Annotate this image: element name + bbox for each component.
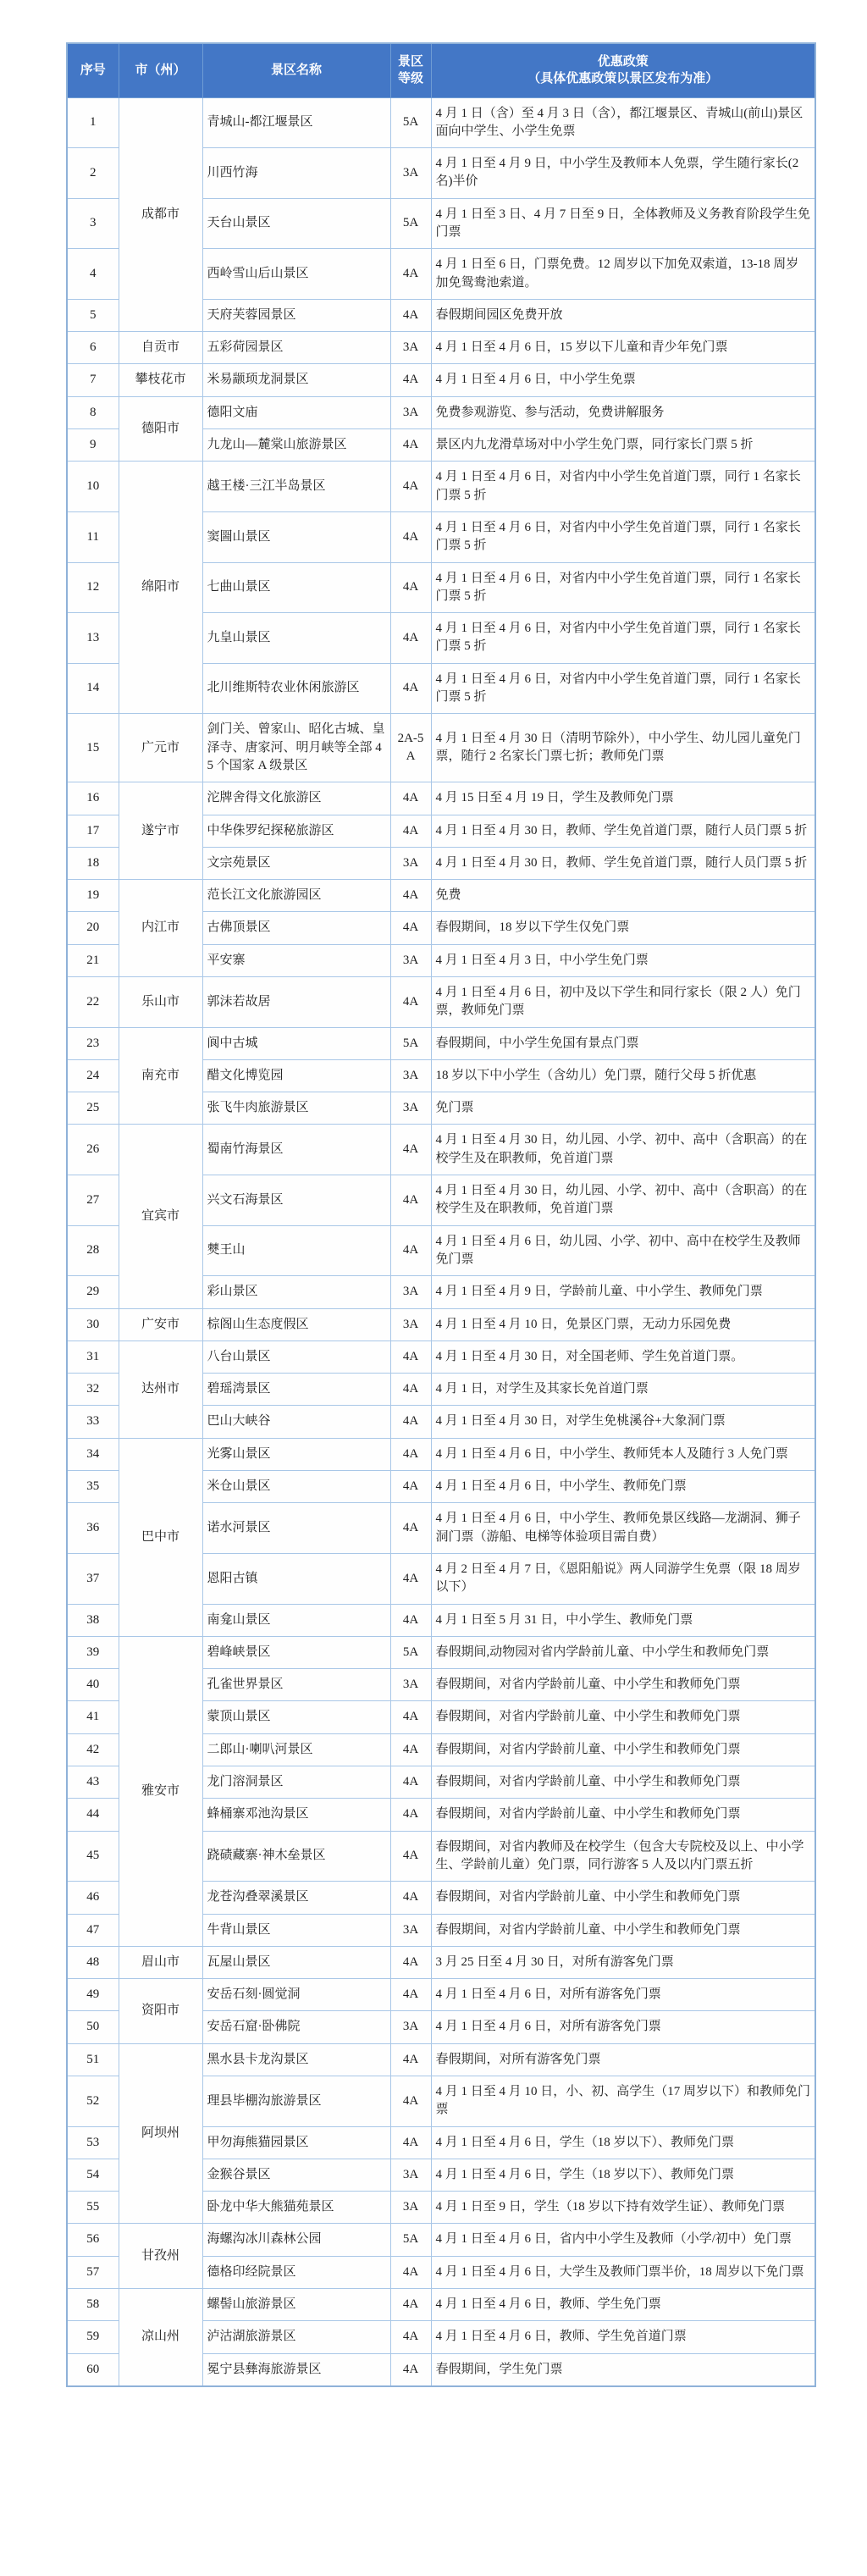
grade-cell: 3A <box>390 2011 431 2043</box>
city-cell: 南充市 <box>119 1027 202 1125</box>
serial-cell: 37 <box>67 1553 119 1604</box>
city-cell: 遂宁市 <box>119 782 202 880</box>
policy-cell: 4 月 1 日至 4 月 6 日，学生（18 岁以下）、教师免门票 <box>431 2126 815 2159</box>
policy-cell: 春假期间，对省内学龄前儿童、中小学生和教师免门票 <box>431 1766 815 1799</box>
table-row <box>67 1027 815 1059</box>
grade-cell: 4A <box>390 299 431 331</box>
policy-cell: 4 月 1 日至 4 月 10 日，小、初、高学生（17 周岁以下）和教师免门票 <box>431 2076 815 2126</box>
city-cell: 广安市 <box>119 1308 202 1341</box>
grade-cell: 3A <box>390 1914 431 1946</box>
policy-cell: 4 月 1 日至 6 日，门票免费。12 周岁以下加免双索道，13-18 周岁加免鸳鸯池索道。 <box>431 249 815 300</box>
table-row <box>67 1341 815 1373</box>
grade-cell: 4A <box>390 429 431 462</box>
name-cell: 青城山-都江堰景区 <box>202 97 390 148</box>
serial-cell: 14 <box>67 663 119 714</box>
city-cell: 眉山市 <box>119 1946 202 1978</box>
serial-cell: 52 <box>67 2076 119 2126</box>
serial-cell: 2 <box>67 148 119 199</box>
serial-cell: 27 <box>67 1175 119 1226</box>
name-cell: 南龛山景区 <box>202 1604 390 1636</box>
serial-cell: 20 <box>67 912 119 944</box>
serial-cell: 12 <box>67 562 119 613</box>
policy-cell: 景区内九龙滑草场对中小学生免门票，同行家长门票 5 折 <box>431 429 815 462</box>
serial-cell: 55 <box>67 2192 119 2224</box>
grade-cell: 4A <box>390 1341 431 1373</box>
grade-cell: 4A <box>390 912 431 944</box>
policy-cell: 4 月 1 日至 4 月 6 日，教师、学生免首道门票 <box>431 2321 815 2353</box>
serial-cell: 32 <box>67 1374 119 1406</box>
serial-cell: 34 <box>67 1438 119 1470</box>
grade-cell: 3A <box>390 396 431 428</box>
table-row <box>67 97 815 148</box>
policy-cell: 春假期间，中小学生免国有景点门票 <box>431 1027 815 1059</box>
serial-cell: 48 <box>67 1946 119 1978</box>
serial-cell: 36 <box>67 1503 119 1554</box>
name-cell: 德阳文庙 <box>202 396 390 428</box>
policy-cell: 4 月 1 日至 4 月 6 日，幼儿园、小学、初中、高中在校学生及教师免门票 <box>431 1225 815 1276</box>
policy-cell: 4 月 1 日至 4 月 6 日，初中及以下学生和同行家长（限 2 人）免门票，教师免门票 <box>431 977 815 1028</box>
policy-cell: 4 月 1 日至 4 月 10 日，免景区门票，无动力乐园免费 <box>431 1308 815 1341</box>
grade-cell: 3A <box>390 944 431 976</box>
grade-cell: 4A <box>390 462 431 512</box>
name-cell: 古佛顶景区 <box>202 912 390 944</box>
policy-cell: 春假期间，对省内学龄前儿童、中小学生和教师免门票 <box>431 1799 815 1831</box>
serial-cell: 60 <box>67 2353 119 2386</box>
serial-cell: 11 <box>67 511 119 562</box>
grade-cell: 5A <box>390 2224 431 2256</box>
policy-cell: 春假期间，对所有游客免门票 <box>431 2043 815 2076</box>
policy-cell: 4 月 1 日至 3 日、4 月 7 日至 9 日，全体教师及义务教育阶段学生免门票 <box>431 198 815 249</box>
serial-cell: 41 <box>67 1701 119 1733</box>
grade-cell: 4A <box>390 1766 431 1799</box>
policy-cell: 3 月 25 日至 4 月 30 日，对所有游客免门票 <box>431 1946 815 1978</box>
grade-cell: 4A <box>390 562 431 613</box>
policy-cell: 18 岁以下中小学生（含幼儿）免门票，随行父母 5 折优惠 <box>431 1059 815 1092</box>
grade-cell: 4A <box>390 1406 431 1438</box>
serial-cell: 17 <box>67 815 119 847</box>
name-cell: 文宗苑景区 <box>202 847 390 879</box>
table-row <box>67 880 815 912</box>
grade-cell: 4A <box>390 1831 431 1882</box>
policy-cell: 免费 <box>431 880 815 912</box>
name-cell: 中华侏罗纪探秘旅游区 <box>202 815 390 847</box>
name-cell: 醋文化博览园 <box>202 1059 390 1092</box>
city-cell: 德阳市 <box>119 396 202 462</box>
serial-cell: 13 <box>67 613 119 664</box>
header-name: 景区名称 <box>202 43 390 97</box>
serial-cell: 9 <box>67 429 119 462</box>
serial-cell: 25 <box>67 1092 119 1125</box>
city-cell: 自贡市 <box>119 332 202 364</box>
policy-cell: 免费参观游览、参与活动，免费讲解服务 <box>431 396 815 428</box>
policy-cell: 春假期间,动物园对省内学龄前儿童、中小学生和教师免门票 <box>431 1636 815 1668</box>
name-cell: 冕宁县彝海旅游景区 <box>202 2353 390 2386</box>
name-cell: 光雾山景区 <box>202 1438 390 1470</box>
policy-cell: 春假期间，对省内学龄前儿童、中小学生和教师免门票 <box>431 1733 815 1766</box>
policy-cell: 4 月 1 日至 4 月 6 日，对所有游客免门票 <box>431 2011 815 2043</box>
grade-cell: 4A <box>390 1503 431 1554</box>
city-cell: 宜宾市 <box>119 1125 202 1308</box>
city-cell: 广元市 <box>119 714 202 782</box>
name-cell: 米仓山景区 <box>202 1471 390 1503</box>
policy-cell: 4 月 1 日至 4 月 6 日，对省内中小学生免首道门票，同行 1 名家长门票 5 折 <box>431 462 815 512</box>
grade-cell: 4A <box>390 1374 431 1406</box>
name-cell: 天台山景区 <box>202 198 390 249</box>
city-cell: 凉山州 <box>119 2289 202 2386</box>
name-cell: 跷碛藏寨·神木垒景区 <box>202 1831 390 1882</box>
name-cell: 九龙山—麓棠山旅游景区 <box>202 429 390 462</box>
grade-cell: 4A <box>390 1225 431 1276</box>
serial-cell: 16 <box>67 782 119 815</box>
grade-cell: 4A <box>390 511 431 562</box>
policy-cell: 4 月 1 日至 4 月 3 日，中小学生免门票 <box>431 944 815 976</box>
grade-cell: 4A <box>390 2256 431 2288</box>
policy-cell: 4 月 1 日至 4 月 9 日，中小学生及教师本人免票，学生随行家长(2 名)半价 <box>431 148 815 199</box>
grade-cell: 4A <box>390 1125 431 1175</box>
name-cell: 九皇山景区 <box>202 613 390 664</box>
policy-cell: 春假期间，对省内学龄前儿童、中小学生和教师免门票 <box>431 1914 815 1946</box>
policy-cell: 4 月 1 日至 4 月 30 日，对学生免桃溪谷+大象洞门票 <box>431 1406 815 1438</box>
serial-cell: 33 <box>67 1406 119 1438</box>
serial-cell: 10 <box>67 462 119 512</box>
serial-cell: 19 <box>67 880 119 912</box>
grade-cell: 4A <box>390 782 431 815</box>
name-cell: 西岭雪山后山景区 <box>202 249 390 300</box>
table-row <box>67 977 815 1028</box>
policy-cell: 4 月 1 日至 4 月 6 日，中小学生、教师免景区线路—龙湖洞、狮子洞门票（游船、电梯等体验项目需自费） <box>431 1503 815 1554</box>
table-row <box>67 396 815 428</box>
policy-cell: 4 月 1 日至 4 月 30 日（清明节除外），中小学生、幼儿园儿童免门票，随行 2 名家长门票七折；教师免门票 <box>431 714 815 782</box>
policy-cell: 4 月 1 日至 9 日，学生（18 岁以下持有效学生证）、教师免门票 <box>431 2192 815 2224</box>
table-row <box>67 462 815 512</box>
policy-cell: 4 月 1 日至 4 月 6 日，大学生及教师门票半价，18 周岁以下免门票 <box>431 2256 815 2288</box>
serial-cell: 8 <box>67 396 119 428</box>
table-row <box>67 332 815 364</box>
table-row <box>67 2043 815 2076</box>
policy-cell: 春假期间，对省内教师及在校学生（包含大专院校及以上、中小学生、学龄前儿童）免门票，同行游客 5 人及以内门票五折 <box>431 1831 815 1882</box>
name-cell: 彩山景区 <box>202 1276 390 1308</box>
name-cell: 天府芙蓉园景区 <box>202 299 390 331</box>
policy-cell: 4 月 1 日至 4 月 6 日，教师、学生免门票 <box>431 2289 815 2321</box>
header-policy <box>431 43 815 97</box>
grade-cell: 4A <box>390 1946 431 1978</box>
policy-cell: 4 月 1 日至 4 月 6 日，对所有游客免门票 <box>431 1979 815 2011</box>
name-cell: 越王楼·三江半岛景区 <box>202 462 390 512</box>
policy-cell: 4 月 1 日至 4 月 6 日，中小学生、教师凭本人及随行 3 人免门票 <box>431 1438 815 1470</box>
serial-cell: 30 <box>67 1308 119 1341</box>
city-cell: 攀枝花市 <box>119 364 202 396</box>
policy-cell: 春假期间，对省内学龄前儿童、中小学生和教师免门票 <box>431 1669 815 1701</box>
grade-cell: 4A <box>390 1733 431 1766</box>
name-cell: 蜂桶寨邓池沟景区 <box>202 1799 390 1831</box>
serial-cell: 53 <box>67 2126 119 2159</box>
grade-cell: 4A <box>390 2289 431 2321</box>
policy-cell: 4 月 1 日至 4 月 30 日，教师、学生免首道门票，随行人员门票 5 折 <box>431 815 815 847</box>
name-cell: 牛背山景区 <box>202 1914 390 1946</box>
name-cell: 五彩荷园景区 <box>202 332 390 364</box>
name-cell: 孔雀世界景区 <box>202 1669 390 1701</box>
policy-cell: 春假期间，对省内学龄前儿童、中小学生和教师免门票 <box>431 1701 815 1733</box>
table-row <box>67 2289 815 2321</box>
serial-cell: 39 <box>67 1636 119 1668</box>
name-cell: 卧龙中华大熊猫苑景区 <box>202 2192 390 2224</box>
policy-cell: 4 月 1 日至 4 月 6 日，中小学生免票 <box>431 364 815 396</box>
policy-cell: 免门票 <box>431 1092 815 1125</box>
policy-cell: 4 月 1 日至 4 月 30 日，教师、学生免首道门票，随行人员门票 5 折 <box>431 847 815 879</box>
city-cell: 雅安市 <box>119 1636 202 1946</box>
grade-cell: 4A <box>390 1979 431 2011</box>
header-policy-title: 优惠政策 <box>597 54 649 69</box>
name-cell: 龙苍沟叠翠溪景区 <box>202 1882 390 1914</box>
grade-cell: 4A <box>390 1799 431 1831</box>
grade-cell: 5A <box>390 1636 431 1668</box>
grade-cell: 4A <box>390 1553 431 1604</box>
scenic-area-discount-table <box>66 42 816 2387</box>
serial-cell: 6 <box>67 332 119 364</box>
grade-cell: 3A <box>390 1059 431 1092</box>
policy-cell: 春假期间，对省内学龄前儿童、中小学生和教师免门票 <box>431 1882 815 1914</box>
policy-cell: 4 月 2 日至 4 月 7 日，《恩阳船说》两人同游学生免票（限 18 周岁以下） <box>431 1553 815 1604</box>
serial-cell: 26 <box>67 1125 119 1175</box>
table-row <box>67 1979 815 2011</box>
grade-cell: 4A <box>390 2321 431 2353</box>
serial-cell: 3 <box>67 198 119 249</box>
name-cell: 北川维斯特农业休闲旅游区 <box>202 663 390 714</box>
serial-cell: 7 <box>67 364 119 396</box>
policy-cell: 4 月 1 日，对学生及其家长免首道门票 <box>431 1374 815 1406</box>
policy-cell: 4 月 1 日至 4 月 30 日，幼儿园、小学、初中、高中（含职高）的在校学生及在职教师，免首道门票 <box>431 1175 815 1226</box>
serial-cell: 15 <box>67 714 119 782</box>
name-cell: 张飞牛肉旅游景区 <box>202 1092 390 1125</box>
table-row <box>67 714 815 782</box>
name-cell: 理县毕棚沟旅游景区 <box>202 2076 390 2126</box>
serial-cell: 22 <box>67 977 119 1028</box>
header-row <box>67 43 815 97</box>
grade-cell: 4A <box>390 613 431 664</box>
grade-cell: 5A <box>390 198 431 249</box>
serial-cell: 29 <box>67 1276 119 1308</box>
city-cell: 乐山市 <box>119 977 202 1028</box>
name-cell: 七曲山景区 <box>202 562 390 613</box>
table-row <box>67 1308 815 1341</box>
serial-cell: 42 <box>67 1733 119 1766</box>
grade-cell: 4A <box>390 880 431 912</box>
grade-cell: 4A <box>390 1175 431 1226</box>
policy-cell: 4 月 1 日至 4 月 6 日，15 岁以下儿童和青少年免门票 <box>431 332 815 364</box>
serial-cell: 58 <box>67 2289 119 2321</box>
name-cell: 诺水河景区 <box>202 1503 390 1554</box>
grade-cell: 4A <box>390 1438 431 1470</box>
serial-cell: 46 <box>67 1882 119 1914</box>
policy-cell: 4 月 1 日（含）至 4 月 3 日（含），都江堰景区、青城山(前山)景区面向中学生、小学生免票 <box>431 97 815 148</box>
name-cell: 剑门关、曾家山、昭化古城、皇泽寺、唐家河、明月峡等全部 45 个国家 A 级景区 <box>202 714 390 782</box>
grade-cell: 3A <box>390 2192 431 2224</box>
policy-cell: 4 月 1 日至 4 月 6 日，学生（18 岁以下）、教师免门票 <box>431 2159 815 2191</box>
serial-cell: 31 <box>67 1341 119 1373</box>
name-cell: 范长江文化旅游园区 <box>202 880 390 912</box>
name-cell: 安岳石刻·圆觉洞 <box>202 1979 390 2011</box>
policy-cell: 4 月 1 日至 4 月 6 日，对省内中小学生免首道门票，同行 1 名家长门票 5 折 <box>431 663 815 714</box>
serial-cell: 24 <box>67 1059 119 1092</box>
header-serial: 序号 <box>67 43 119 97</box>
policy-cell: 4 月 1 日至 4 月 30 日，幼儿园、小学、初中、高中（含职高）的在校学生及在职教师，免首道门票 <box>431 1125 815 1175</box>
serial-cell: 45 <box>67 1831 119 1882</box>
table-row <box>67 1125 815 1175</box>
grade-cell: 5A <box>390 97 431 148</box>
serial-cell: 4 <box>67 249 119 300</box>
policy-cell: 4 月 1 日至 4 月 6 日，省内中小学生及教师（小学/初中）免门票 <box>431 2224 815 2256</box>
table-row <box>67 1946 815 1978</box>
serial-cell: 56 <box>67 2224 119 2256</box>
grade-cell: 4A <box>390 2353 431 2386</box>
city-cell: 资阳市 <box>119 1979 202 2044</box>
header-policy-subtitle: （具体优惠政策以景区发布为准） <box>527 71 719 86</box>
table-header <box>67 43 815 97</box>
name-cell: 瓦屋山景区 <box>202 1946 390 1978</box>
name-cell: 碧瑶湾景区 <box>202 1374 390 1406</box>
serial-cell: 1 <box>67 97 119 148</box>
table-row <box>67 1438 815 1470</box>
name-cell: 巴山大峡谷 <box>202 1406 390 1438</box>
name-cell: 蒙顶山景区 <box>202 1701 390 1733</box>
policy-cell: 春假期间园区免费开放 <box>431 299 815 331</box>
name-cell: 八台山景区 <box>202 1341 390 1373</box>
name-cell: 棕阁山生态度假区 <box>202 1308 390 1341</box>
name-cell: 米易颛顼龙洞景区 <box>202 364 390 396</box>
table-row <box>67 364 815 396</box>
name-cell: 僰王山 <box>202 1225 390 1276</box>
name-cell: 甲勿海熊猫园景区 <box>202 2126 390 2159</box>
grade-cell: 4A <box>390 2076 431 2126</box>
policy-cell: 4 月 1 日至 4 月 9 日，学龄前儿童、中小学生、教师免门票 <box>431 1276 815 1308</box>
name-cell: 郭沫若故居 <box>202 977 390 1028</box>
serial-cell: 38 <box>67 1604 119 1636</box>
policy-cell: 4 月 1 日至 4 月 6 日，中小学生、教师免门票 <box>431 1471 815 1503</box>
name-cell: 泸沽湖旅游景区 <box>202 2321 390 2353</box>
grade-cell: 3A <box>390 1669 431 1701</box>
serial-cell: 35 <box>67 1471 119 1503</box>
policy-cell: 4 月 1 日至 4 月 6 日，对省内中小学生免首道门票，同行 1 名家长门票 5 折 <box>431 562 815 613</box>
name-cell: 龙门溶洞景区 <box>202 1766 390 1799</box>
grade-cell: 3A <box>390 148 431 199</box>
policy-cell: 4 月 1 日至 4 月 30 日，对全国老师、学生免首道门票。 <box>431 1341 815 1373</box>
grade-cell: 4A <box>390 1882 431 1914</box>
serial-cell: 43 <box>67 1766 119 1799</box>
name-cell: 安岳石窟·卧佛院 <box>202 2011 390 2043</box>
name-cell: 窦圌山景区 <box>202 511 390 562</box>
grade-cell: 5A <box>390 1027 431 1059</box>
grade-cell: 3A <box>390 847 431 879</box>
name-cell: 阆中古城 <box>202 1027 390 1059</box>
table-row <box>67 1636 815 1668</box>
name-cell: 二郎山·喇叭河景区 <box>202 1733 390 1766</box>
policy-cell: 4 月 1 日至 4 月 6 日，对省内中小学生免首道门票，同行 1 名家长门票 5 折 <box>431 511 815 562</box>
grade-cell: 4A <box>390 977 431 1028</box>
serial-cell: 40 <box>67 1669 119 1701</box>
name-cell: 沱牌舍得文化旅游区 <box>202 782 390 815</box>
grade-cell: 3A <box>390 1276 431 1308</box>
serial-cell: 47 <box>67 1914 119 1946</box>
grade-cell: 4A <box>390 1604 431 1636</box>
name-cell: 兴文石海景区 <box>202 1175 390 1226</box>
serial-cell: 50 <box>67 2011 119 2043</box>
grade-cell: 4A <box>390 2043 431 2076</box>
grade-cell: 3A <box>390 1308 431 1341</box>
city-cell: 甘孜州 <box>119 2224 202 2289</box>
grade-cell: 4A <box>390 1701 431 1733</box>
serial-cell: 51 <box>67 2043 119 2076</box>
grade-cell: 3A <box>390 332 431 364</box>
policy-cell: 春假期间，学生免门票 <box>431 2353 815 2386</box>
serial-cell: 59 <box>67 2321 119 2353</box>
table-row <box>67 2224 815 2256</box>
city-cell: 巴中市 <box>119 1438 202 1636</box>
name-cell: 黑水县卡龙沟景区 <box>202 2043 390 2076</box>
name-cell: 蜀南竹海景区 <box>202 1125 390 1175</box>
grade-cell: 3A <box>390 2159 431 2191</box>
city-cell: 内江市 <box>119 880 202 977</box>
grade-cell: 4A <box>390 2126 431 2159</box>
serial-cell: 49 <box>67 1979 119 2011</box>
name-cell: 恩阳古镇 <box>202 1553 390 1604</box>
serial-cell: 18 <box>67 847 119 879</box>
serial-cell: 21 <box>67 944 119 976</box>
policy-cell: 春假期间，18 岁以下学生仅免门票 <box>431 912 815 944</box>
serial-cell: 44 <box>67 1799 119 1831</box>
city-cell: 阿坝州 <box>119 2043 202 2224</box>
name-cell: 平安寨 <box>202 944 390 976</box>
name-cell: 金猴谷景区 <box>202 2159 390 2191</box>
serial-cell: 54 <box>67 2159 119 2191</box>
grade-cell: 3A <box>390 1092 431 1125</box>
grade-cell: 4A <box>390 364 431 396</box>
city-cell: 达州市 <box>119 1341 202 1438</box>
city-cell: 成都市 <box>119 97 202 332</box>
policy-cell: 4 月 15 日至 4 月 19 日，学生及教师免门票 <box>431 782 815 815</box>
header-grade: 景区等级 <box>390 43 431 97</box>
city-cell: 绵阳市 <box>119 462 202 714</box>
header-city: 市（州） <box>119 43 202 97</box>
serial-cell: 5 <box>67 299 119 331</box>
policy-cell: 4 月 1 日至 4 月 6 日，对省内中小学生免首道门票，同行 1 名家长门票 5 折 <box>431 613 815 664</box>
table-body <box>67 97 815 2386</box>
serial-cell: 28 <box>67 1225 119 1276</box>
grade-cell: 4A <box>390 815 431 847</box>
name-cell: 川西竹海 <box>202 148 390 199</box>
name-cell: 海螺沟冰川森林公园 <box>202 2224 390 2256</box>
serial-cell: 57 <box>67 2256 119 2288</box>
table-row <box>67 782 815 815</box>
name-cell: 螺髻山旅游景区 <box>202 2289 390 2321</box>
name-cell: 碧峰峡景区 <box>202 1636 390 1668</box>
policy-cell: 4 月 1 日至 5 月 31 日，中小学生、教师免门票 <box>431 1604 815 1636</box>
grade-cell: 4A <box>390 249 431 300</box>
grade-cell: 2A-5A <box>390 714 431 782</box>
grade-cell: 4A <box>390 1471 431 1503</box>
serial-cell: 23 <box>67 1027 119 1059</box>
grade-cell: 4A <box>390 663 431 714</box>
name-cell: 德格印经院景区 <box>202 2256 390 2288</box>
